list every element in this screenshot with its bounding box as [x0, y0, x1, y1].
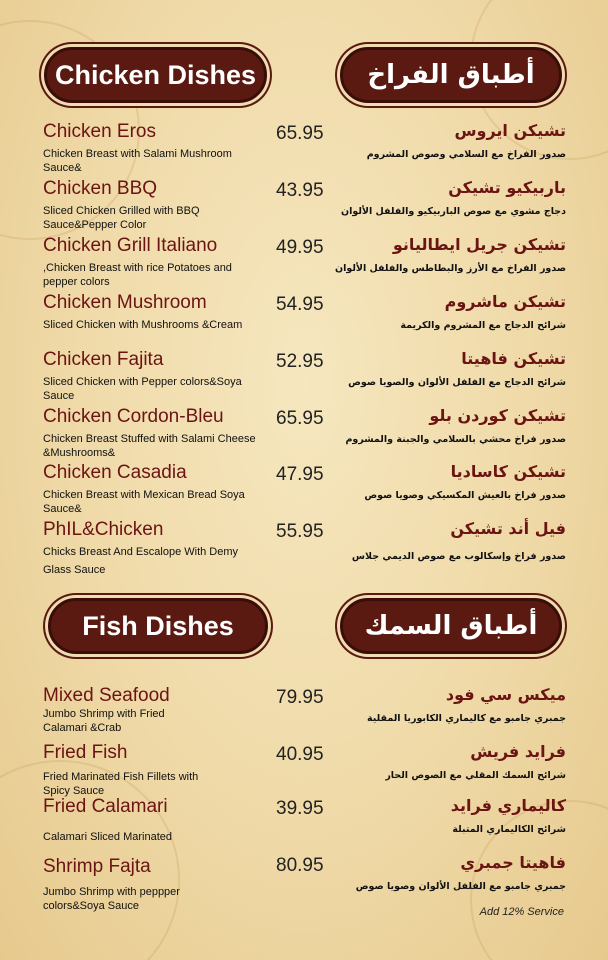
menu-item	[0, 406, 608, 463]
menu-item	[0, 742, 608, 799]
item-description: Chicken Breast Stuffed with Salami Cheese &Mushrooms&	[43, 433, 256, 459]
item-name-ar: تشيكن جريل ايطاليانو	[392, 235, 566, 254]
item-name-ar: ميكس سي فود	[445, 685, 566, 704]
item-description-ar: شرائح الكاليماري المتبلة	[452, 824, 566, 835]
item-name: Chicken BBQ	[43, 178, 158, 199]
item-name: Chicken Cordon-Bleu	[43, 406, 224, 427]
item-description-ar: صدور الفراخ مع الأرز والبطاطس والفلفل الألوان	[335, 263, 566, 274]
item-name: Chicken Mushroom	[43, 292, 207, 313]
item-description: Sliced Chicken with Pepper colors&Soya Sauce	[43, 376, 242, 402]
item-description-ar: شرائح السمك المقلي مع الصوص الحار	[385, 770, 566, 781]
item-name-ar: فاهيتا جمبري	[460, 853, 566, 872]
item-description: Chicken Breast with Mexican Bread Soya Sauce&	[43, 489, 245, 515]
item-name-ar: تشيكن فاهيتا	[461, 349, 566, 368]
item-name-ar: تشيكن ماشروم	[444, 292, 566, 311]
item-description-ar: صدور فراخ بالعيش المكسيكي وصويا صوص	[364, 490, 566, 501]
item-name-ar: تشيكن كاساديا	[450, 462, 566, 481]
menu-item	[0, 178, 608, 235]
item-description: Jumbo Shrimp with peppper colors&Soya Sauce	[43, 886, 180, 912]
item-name: PhIL&Chicken	[43, 519, 164, 540]
item-name: Chicken Grill Italiano	[43, 235, 218, 256]
item-price: 80.95	[276, 855, 324, 876]
item-price: 43.95	[276, 180, 324, 201]
item-description-ar: شرائح الدجاج مع الفلفل الألوان والصويا صوص	[348, 377, 566, 388]
menu-item	[0, 796, 608, 853]
item-price: 79.95	[276, 687, 324, 708]
item-name-ar: فرايد فريش	[470, 742, 566, 761]
menu-item	[0, 292, 608, 349]
menu-item	[0, 685, 608, 742]
item-price: 47.95	[276, 464, 324, 485]
item-description-ar: دجاج مشوي مع صوص الباربيكيو والفلفل الألوان	[341, 206, 566, 217]
item-price: 54.95	[276, 294, 324, 315]
item-price: 49.95	[276, 237, 324, 258]
item-description: Calamari Sliced Marinated	[43, 831, 172, 843]
item-price: 40.95	[276, 744, 324, 765]
chicken-section-title-ar: أطباق الفراخ	[340, 47, 562, 103]
item-description: Chicks Breast And Escalope With Demy Glass Sauce	[43, 546, 239, 576]
item-description: Jumbo Shrimp with Fried Calamari &Crab	[43, 708, 165, 734]
item-description-ar: صدور الفراخ مع السلامي وصوص المشروم	[366, 149, 566, 160]
item-description-ar: شرائح الدجاج مع المشروم والكريمة	[400, 320, 566, 331]
item-price: 65.95	[276, 123, 324, 144]
item-price: 65.95	[276, 408, 324, 429]
menu-item	[0, 853, 608, 910]
item-name-ar: تشيكن ايروس	[454, 121, 566, 140]
item-description-ar: جمبري جامبو مع كاليماري الكابوريا المقلية	[367, 713, 566, 724]
item-description: Sliced Chicken Grilled with BBQ Sauce&Pepper Color	[43, 205, 200, 231]
item-name: Mixed Seafood	[43, 685, 170, 706]
menu-item	[0, 235, 608, 292]
item-name: Chicken Casadia	[43, 462, 187, 483]
menu-item	[0, 121, 608, 178]
menu-item	[0, 519, 608, 576]
item-name: Shrimp Fajta	[43, 856, 151, 877]
service-charge-note: Add 12% Service	[479, 906, 564, 918]
menu-item	[0, 349, 608, 406]
item-name-ar: باربيكيو تشيكن	[448, 178, 566, 197]
item-description-ar: صدور فراخ محشي بالسلامي والجبنة والمشروم	[345, 434, 566, 445]
item-description-ar: جمبري جامبو مع الفلفل الألوان وصويا صوص	[355, 881, 566, 892]
menu-item	[0, 462, 608, 519]
item-name: Chicken Fajita	[43, 349, 164, 370]
chicken-section-title-en: Chicken Dishes	[44, 47, 267, 103]
item-name-ar: كاليماري فرايد	[450, 796, 566, 815]
item-description: ,Chicken Breast with rice Potatoes and pepper colors	[43, 262, 232, 288]
item-description: Fried Marinated Fish Fillets with Spicy Sauce	[43, 771, 199, 797]
item-name: Chicken Eros	[43, 121, 156, 142]
fish-section-title-ar: أطباق السمك	[340, 598, 562, 654]
item-name: Fried Calamari	[43, 796, 168, 817]
item-price: 39.95	[276, 798, 324, 819]
item-description-ar: صدور فراخ وإسكالوب مع صوص الديمي جلاس	[351, 551, 566, 562]
fish-section-title-en: Fish Dishes	[48, 598, 268, 654]
item-name-ar: تشيكن كوردن بلو	[429, 406, 566, 425]
item-price: 55.95	[276, 521, 324, 542]
item-description: Chicken Breast with Salami Mushroom Sauce&	[43, 148, 232, 174]
item-name-ar: فيل أند تشيكن	[450, 519, 566, 538]
item-price: 52.95	[276, 351, 324, 372]
item-description: Sliced Chicken with Mushrooms &Cream	[43, 319, 243, 331]
item-name: Fried Fish	[43, 742, 128, 763]
